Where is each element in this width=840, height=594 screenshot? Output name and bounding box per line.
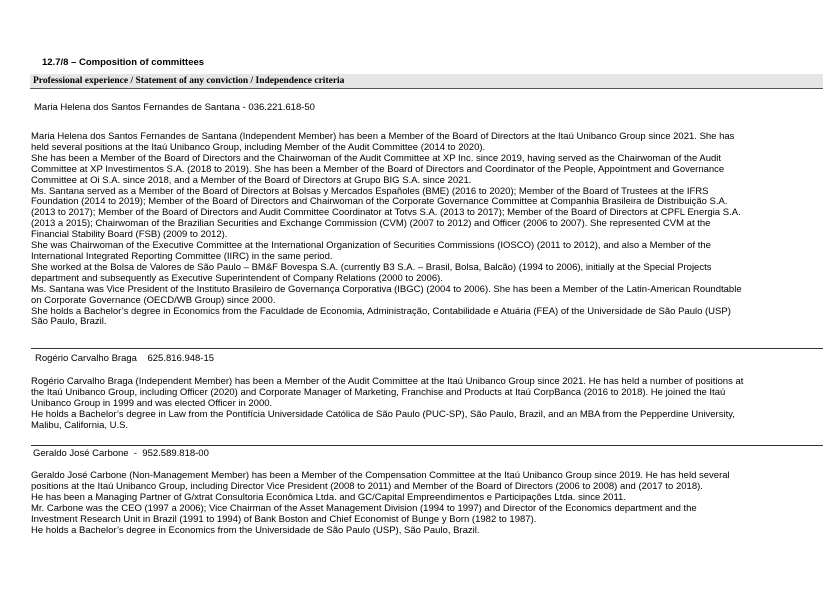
bio-line: She has been a Member of the Board of Directors and the Chairwoman of the Audit Committee at XP Inc. since 2019, having served as the Chairwoman of the Audit — [31, 152, 722, 164]
bio-line: São Paulo, Brazil. — [31, 316, 107, 328]
bio-line: Financial Stability Board (FSB) (2009 to 2012). — [31, 229, 228, 241]
bio-line: She worked at the Bolsa de Valores de São Paulo – BM&F Bovespa S.A. (currently B3 S.A. – Brasil, Bolsa, Balcão) (1994 to 2006), initially at the Special Projects — [31, 261, 712, 273]
section-title: 12.7/8 – Composition of committees — [42, 57, 205, 68]
member-bio-carbone — [31, 471, 821, 536]
bio-line: (2013 a 2015); Chairwoman of the Brazilian Securities and Exchange Commission (CVM) (2007 to 2012) and Officer (2006 to 2007). She represented CVM at the — [31, 218, 711, 230]
bio-line: held several positions at the Itaú Unibanco Group, including Member of the Audit Committee (2014 to 2020). — [31, 141, 486, 153]
member-header-santana: Maria Helena dos Santos Fernandes de Santana - 036.221.618-50 — [34, 102, 315, 113]
bio-line: He holds a Bachelor’s degree in Law from the Pontifícia Universidade Católica de São Paulo (PUC-SP), São Paulo, Brazil, and an MBA from the Pepperdine University, — [31, 408, 735, 420]
bio-line: International Integrated Reporting Committee (IIRC) in the same period. — [31, 250, 333, 262]
divider — [31, 445, 823, 446]
bio-line: Mr. Carbone was the CEO (1997 a 2006); Vice Chairman of the Asset Management Division (1994 to 1997) and Director of the Economics department and the — [31, 502, 697, 514]
bio-line: on Corporate Governance (OECD/WB Group) since 2000. — [31, 294, 276, 306]
bio-line: She was Chairwoman of the Executive Committee at the International Organization of Securities Commissions (IOSCO) (2011 to 2012), and also a Member of the — [31, 240, 711, 252]
member-bio-santana — [31, 132, 821, 328]
bio-line: Maria Helena dos Santos Fernandes de Santana (Independent Member) has been a Member of the Board of Directors at the Itaú Unibanco Group since 2021. She has — [31, 131, 735, 142]
bio-line: Rogério Carvalho Braga (Independent Member) has been a Member of the Audit Committee at the Itaú Unibanco Group since 2021. He has held a number of positions at — [31, 376, 744, 387]
divider — [31, 348, 823, 349]
bio-line: Geraldo José Carbone (Non-Management Member) has been a Member of the Compensation Committee at the Itaú Unibanco Group since 2019. He has held several — [31, 470, 730, 481]
bio-line: Foundation (2014 to 2019); Member of the Board of Directors and Chairwoman of the Corporate Governance Committee at Companhia Brasileira de Distribuição S.A. — [31, 196, 728, 208]
bio-line: Ms. Santana served as a Member of the Board of Directors at Bolsas y Mercados Españoles (BME) (2016 to 2020); Member of the Board of Trustees at the IFRS — [31, 185, 709, 197]
bio-line: Investment Research Unit in Brazil (1991 to 1994) of Bank Boston and Chief Economist of Bunge y Born (1982 to 1987). — [31, 513, 537, 525]
bio-line: Unibanco Group in 1999 and was elected Officer in 2000. — [31, 397, 273, 409]
member-bio-braga — [31, 377, 821, 432]
bio-line: Malibu, California, U.S. — [31, 419, 129, 431]
bio-line: She holds a Bachelor’s degree in Economics from the Faculdade de Economia, Administração, Contabilidade e Atuária (FEA) of the Universidade de São Paulo (USP) — [31, 305, 731, 317]
member-header-braga: Rogério Carvalho Braga 625.816.948-15 — [35, 353, 215, 364]
bio-line: He has been a Managing Partner of G/xtrat Consultoria Econômica Ltda. and GC/Capital Empreendimentos e Participações Ltda. since 2011. — [31, 491, 626, 503]
bio-line: the Itaú Unibanco Group, including Officer (2020) and Corporate Manager of Marketing, Franchise and Products at Itaú CorpBanca (2016 to 2018). He joined the Itaú — [31, 386, 726, 398]
bio-line: (2013 to 2017); Member of the Board of Directors and Audit Committee Coordinator at Totvs S.A. (2013 to 2017); Member of the Board of Directors at CPFL Energia S.A. — [31, 207, 741, 219]
section-subheader: Professional experience / Statement of any conviction / Independence criteria — [30, 74, 823, 89]
member-header-carbone: Geraldo José Carbone - 952.589.818-00 — [33, 448, 209, 459]
bio-line: Committee at Oi S.A. since 2018, and a Member of the Board of Directors at Grupo BIG S.A. since 2021. — [31, 174, 472, 186]
bio-line: He holds a Bachelor’s degree in Economics from the Universidade de São Paulo (USP), São Paulo, Brazil. — [31, 524, 480, 536]
bio-line: department and subsequently as Executive Superintendent of Company Relations (2000 to 2006). — [31, 272, 443, 284]
bio-line: Ms. Santana was Vice President of the Instituto Brasileiro de Governança Corporativa (IBGC) (2004 to 2006). She has been a Member of the Latin-American Roundtable — [31, 283, 742, 295]
bio-line: positions at the Itaú Unibanco Group, including Director Vice President (2008 to 2011) and Member of the Board of Directors (2006 to 2008) and (2017 to 2018). — [31, 480, 703, 492]
bio-line: Committee at XP Investimentos S.A. (2018 to 2019). She has been a Member of the Board of Directors and Coordinator of the People, Appointment and Governance — [31, 163, 725, 175]
